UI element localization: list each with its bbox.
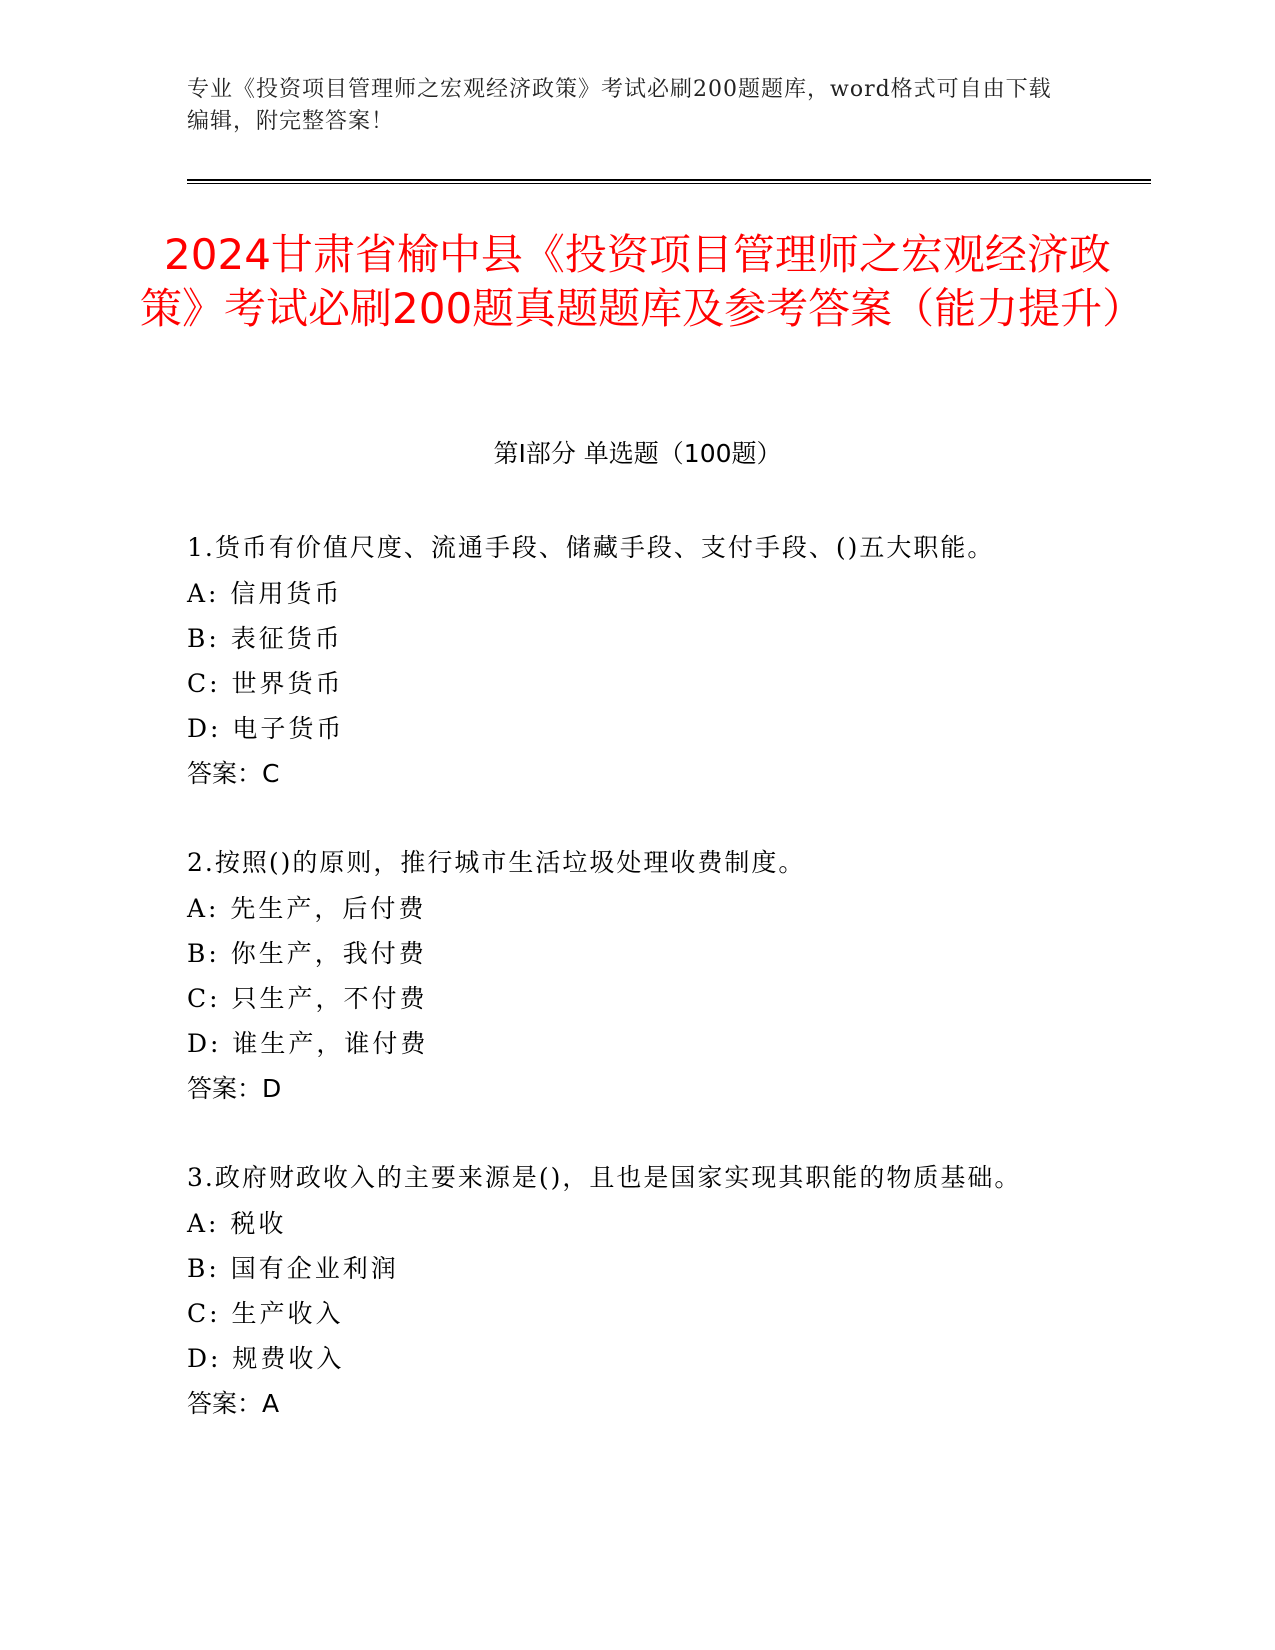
question-stem: 3.政府财政收入的主要来源是()，且也是国家实现其职能的物质基础。 [187,1163,1022,1192]
answer: 答案：A [187,1389,280,1418]
option-d: D: 规费收入 [187,1344,345,1373]
option-c: C: 世界货币 [187,669,344,698]
question-2 [187,840,1087,1111]
option-a: A: 先生产，后付费 [187,894,427,923]
question-1 [187,525,1087,796]
option-a: A: 税收 [187,1209,287,1238]
question-list [187,525,1087,1470]
option-d: D: 谁生产，谁付费 [187,1029,429,1058]
option-a: A: 信用货币 [187,579,343,608]
answer: 答案：C [187,759,280,788]
header-divider-thick [187,179,1151,181]
question-3 [187,1155,1087,1426]
answer: 答案：D [187,1074,282,1103]
document-title: 2024甘肃省榆中县《投资项目管理师之宏观经济政策》考试必刷200题真题题库及参考答案（能力提升） [140,230,1145,333]
header-divider-thin [187,183,1151,184]
option-b: B: 国有企业利润 [187,1254,399,1283]
header-note: 专业《投资项目管理师之宏观经济政策》考试必刷200题题库，word格式可自由下载编辑，附完整答案！ [187,77,1052,134]
option-c: C: 只生产，不付费 [187,984,428,1013]
option-d: D: 电子货币 [187,714,345,743]
question-stem: 2.按照()的原则，推行城市生活垃圾处理收费制度。 [187,848,806,877]
option-b: B: 表征货币 [187,624,343,653]
option-c: C: 生产收入 [187,1299,344,1328]
section-heading: 第Ⅰ部分 单选题（100题） [493,439,782,468]
question-stem: 1.货币有价值尺度、流通手段、储藏手段、支付手段、()五大职能。 [187,533,995,562]
option-b: B: 你生产，我付费 [187,939,427,968]
